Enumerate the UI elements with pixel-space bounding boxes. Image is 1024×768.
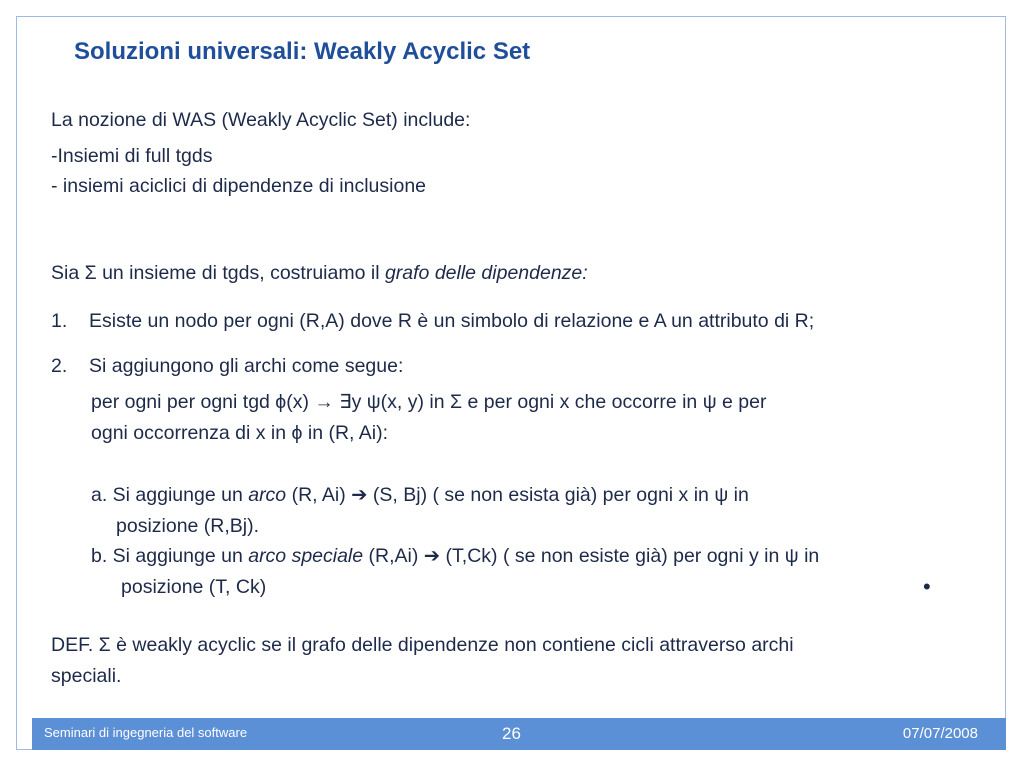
footer-course-name: Seminari di ingegneria del software [44, 725, 248, 740]
sia-paragraph [51, 258, 588, 288]
rule-b [91, 541, 819, 571]
footer-date: 07/07/2008 [902, 725, 978, 742]
bullet-icon: • [923, 574, 931, 599]
definition-line-2: speciali. [51, 665, 122, 687]
sia-italic: grafo delle dipendenze: [384, 262, 588, 284]
rule-a-italic: arco [248, 484, 287, 506]
step-1-text: Esiste un nodo per ogni (R,A) dove R è un simbolo di relazione e A un attributo di R; [89, 310, 815, 332]
list-item-inclusion-dependencies: - insiemi aciclici di dipendenze di inclusione [51, 175, 427, 197]
rule-b-prefix: b. Si aggiunge un [91, 545, 249, 567]
step-2-number: 2. [51, 355, 68, 377]
step-1 [51, 306, 815, 336]
rule-line-1: per ogni per ogni tgd ϕ(x) → ∃y ψ(x, y) in Σ e per ogni x che occorre in ψ e per [91, 391, 767, 413]
rule-b-rest: (R,Ai) ➔ (T,Ck) ( se non esiste già) per ogni y in ψ in [363, 545, 820, 567]
step-1-number: 1. [51, 310, 68, 332]
definition-line-1: DEF. Σ è weakly acyclic se il grafo delle dipendenze non contiene cicli attraverso archi [51, 634, 794, 656]
step-2-text: Si aggiungono gli archi come segue: [89, 355, 404, 377]
rule-b-italic: arco speciale [248, 545, 364, 567]
rule-a [91, 480, 749, 510]
footer-bar [32, 718, 1006, 750]
list-item-full-tgds: -Insiemi di full tgds [51, 145, 213, 167]
intro-text: La nozione di WAS (Weakly Acyclic Set) include: [51, 109, 471, 131]
page-number: 26 [502, 724, 521, 743]
rule-line-2: ogni occorrenza di x in ϕ in (R, Ai): [91, 422, 389, 444]
sia-prefix: Sia Σ un insieme di tgds, costruiamo il [51, 262, 385, 284]
step-2 [51, 351, 404, 381]
rule-a-prefix: a. Si aggiunge un [91, 484, 249, 506]
rule-b-line-2: posizione (T, Ck) [121, 576, 267, 598]
slide-title: Soluzioni universali: Weakly Acyclic Set [74, 38, 531, 65]
rule-a-rest: (R, Ai) ➔ (S, Bj) ( se non esista già) per ogni x in ψ in [286, 484, 749, 506]
rule-a-line-2: posizione (R,Bj). [116, 515, 260, 537]
